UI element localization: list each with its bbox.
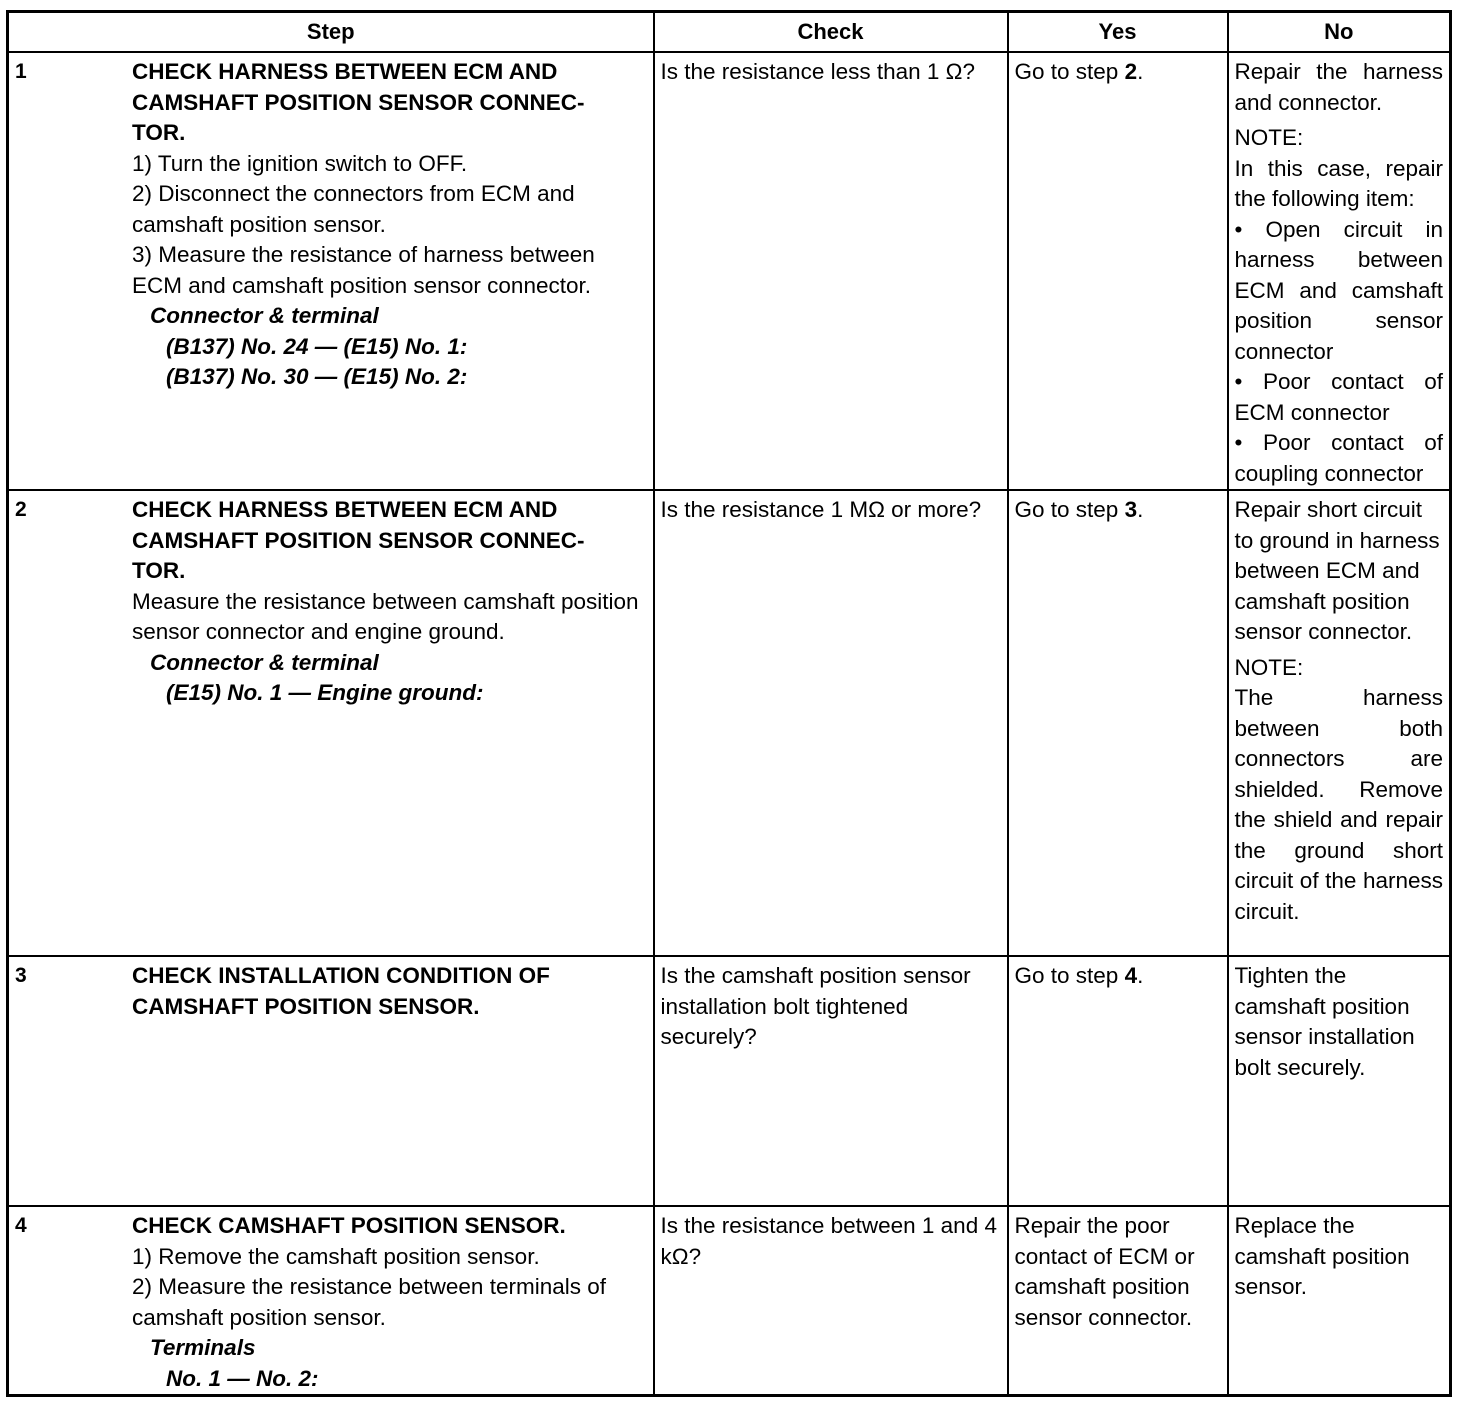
table-row-step-4 (8, 1206, 1451, 1396)
step-number: 4 (15, 1214, 27, 1237)
yes-action: Go to step 3. (1014, 497, 1144, 522)
procedure-step: 2) Measure the resistance between terminals of camshaft position sensor. (132, 1274, 606, 1330)
note-text: In this case, repair the following item: (1234, 155, 1443, 211)
check-cell (654, 52, 1008, 490)
procedure-text: Measure the resistance between camshaft position sensor connector and engine ground. (132, 588, 639, 644)
step-title-line: CAMSHAFT POSITION SENSOR. (132, 993, 480, 1019)
step-reference: 2 (1124, 59, 1138, 84)
spec-label: Connector & terminal (150, 303, 379, 328)
step-cell (8, 52, 654, 490)
spec-value: (B137) No. 24 — (E15) No. 1: (166, 333, 468, 359)
step-title-line: CHECK CAMSHAFT POSITION SENSOR. (132, 1213, 566, 1238)
yes-action: Go to step 4. (1014, 963, 1144, 988)
step-title-line: CHECK HARNESS BETWEEN ECM AND (132, 497, 558, 522)
diagnostic-table (6, 10, 1452, 1397)
step-title-line: CHECK INSTALLATION CONDITION OF (132, 963, 550, 988)
step-title-line: TOR. (132, 120, 186, 145)
header-check: Check (654, 12, 1008, 53)
header-no: No (1228, 12, 1451, 53)
check-question: Is the resistance 1 MΩ or more? (660, 497, 982, 522)
no-action-text: Repair short circuit to ground in harness between ECM and camshaft position sensor connector. (1234, 497, 1440, 644)
table-row-step-2 (8, 490, 1451, 956)
step-number: 3 (15, 964, 27, 987)
step-number: 1 (15, 60, 27, 83)
no-cell (1228, 1206, 1451, 1396)
yes-action: Go to step 2. (1014, 59, 1144, 84)
step-reference: 4 (1124, 963, 1138, 988)
step-reference: 3 (1124, 497, 1138, 522)
procedure-step: 3) Measure the resistance of harness between ECM and camshaft position sensor connector. (132, 242, 595, 298)
step-title (132, 495, 645, 587)
step-title (132, 961, 645, 1022)
note-item: • Poor contact of coupling connector (1234, 430, 1443, 486)
step-title-line: CHECK HARNESS BETWEEN ECM AND (132, 59, 558, 84)
check-cell (654, 956, 1008, 1206)
header-step: Step (8, 12, 654, 53)
step-title (132, 1211, 645, 1242)
step-cell (8, 490, 654, 956)
procedure-step: 2) Disconnect the connectors from ECM and camshaft position sensor. (132, 181, 575, 237)
check-question: Is the camshaft position sensor installation bolt tightened securely? (660, 963, 971, 1049)
yes-cell (1008, 52, 1228, 490)
no-action: Replace the camshaft position sensor. (1234, 1213, 1410, 1299)
no-action: Tighten the camshaft position sensor installation bolt securely. (1234, 963, 1415, 1080)
check-question: Is the resistance between 1 and 4 kΩ? (660, 1213, 997, 1269)
header-row (8, 12, 1451, 53)
step-number: 2 (15, 498, 27, 521)
yes-action: Repair the poor contact of ECM or camshaft position sensor connector. (1014, 1213, 1195, 1330)
table-row-step-3 (8, 956, 1451, 1206)
step-cell (8, 1206, 654, 1396)
spec-label: Terminals (150, 1335, 256, 1360)
step-title-line: CAMSHAFT POSITION SENSOR CONNEC- (132, 527, 585, 553)
no-cell (1228, 956, 1451, 1206)
yes-cell (1008, 490, 1228, 956)
spec-value: (B137) No. 30 — (E15) No. 2: (166, 364, 468, 389)
no-cell (1228, 490, 1451, 956)
procedure-step: 1) Turn the ignition switch to OFF. (132, 150, 468, 176)
step-title (132, 57, 645, 149)
spec-value: No. 1 — No. 2: (166, 1365, 319, 1391)
check-cell (654, 490, 1008, 956)
note-item: • Open circuit in harness between ECM and camshaft position sensor connector (1234, 216, 1443, 364)
step-title-line: CAMSHAFT POSITION SENSOR CONNEC- (132, 89, 585, 115)
procedure-step: 1) Remove the camshaft position sensor. (132, 1243, 540, 1269)
step-cell (8, 956, 654, 1206)
table-row-step-1 (8, 52, 1451, 490)
check-question: Is the resistance less than 1 Ω? (660, 59, 975, 84)
no-action (1229, 491, 1450, 927)
yes-cell (1008, 1206, 1228, 1396)
spec-label: Connector & terminal (150, 649, 379, 675)
header-yes: Yes (1008, 12, 1228, 53)
check-cell (654, 1206, 1008, 1396)
no-cell (1228, 52, 1451, 490)
step-title-line: TOR. (132, 558, 186, 583)
note-item: • Poor contact of ECM connector (1234, 369, 1443, 425)
no-action (1229, 53, 1450, 489)
note-text: The harness between both connectors are shielded. Remove the shield and repair the ground short circuit of the harness circuit. (1234, 685, 1443, 924)
no-action-text: Repair the harness and connector. (1234, 59, 1443, 115)
note-label: NOTE: (1234, 654, 1304, 680)
spec-value: (E15) No. 1 — Engine ground: (166, 680, 484, 705)
yes-cell (1008, 956, 1228, 1206)
note-label: NOTE: (1234, 125, 1304, 150)
